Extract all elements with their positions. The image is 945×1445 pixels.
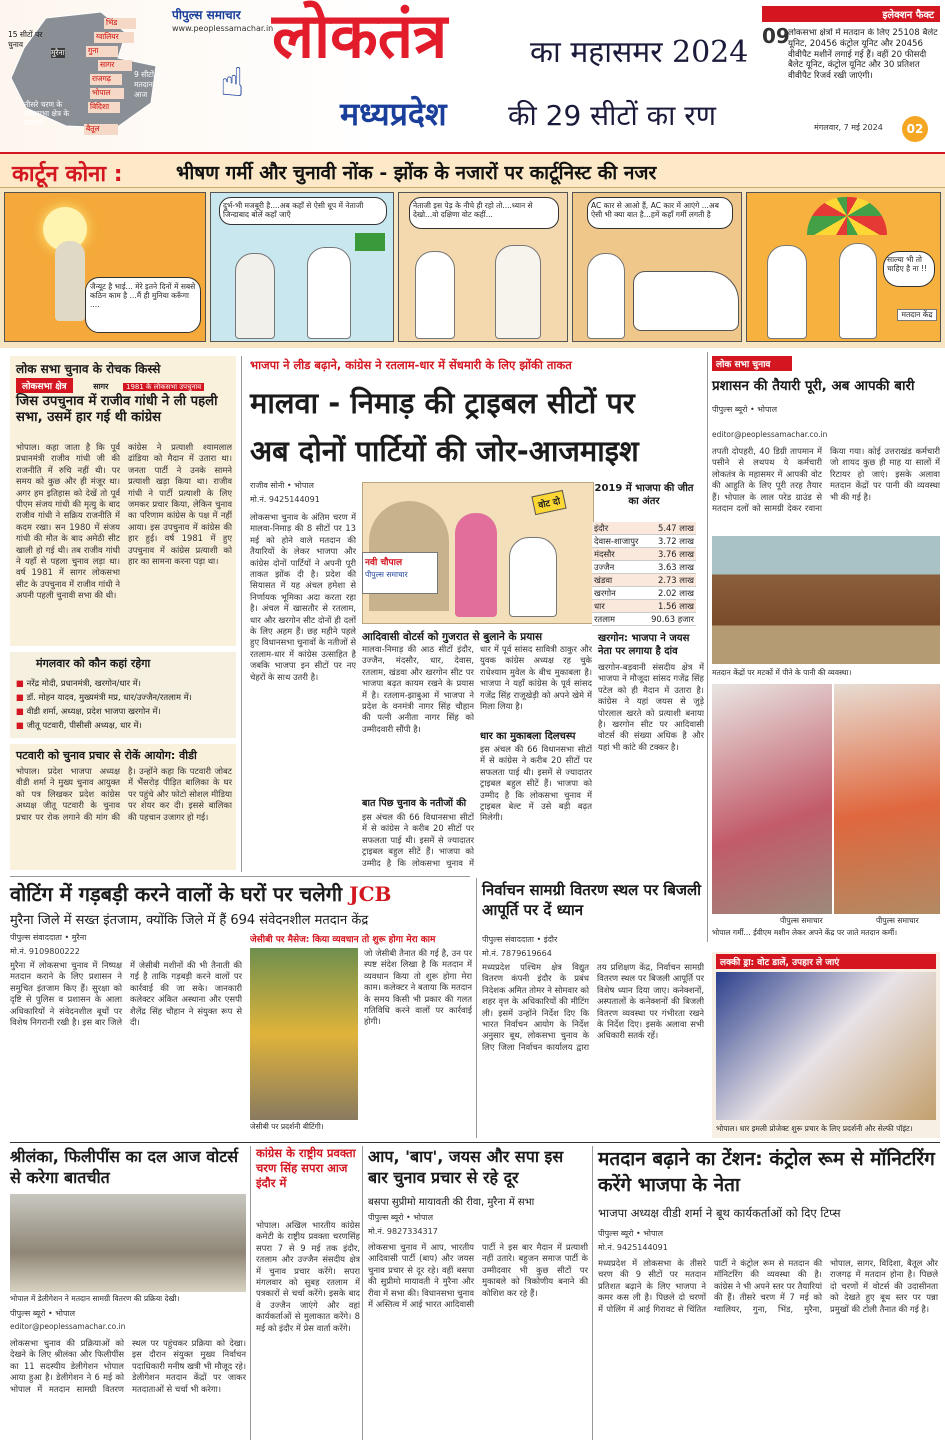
seat-cell: देवास-शाजापुर — [594, 536, 639, 546]
car-icon — [633, 271, 739, 331]
control-body: मध्यप्रदेश में लोकसभा के तीसरे चरण की 9 सीटों पर मतदान प्रतिशत बढ़ाने के लिए भाजपा ने कमर कस ली है। पिछले दो चरणों में पोलिंग में आई गिरावट से चिंतित पार्टी ने कंट्रोल रूम से मतदान की मॉनिटरिंग की व्यवस्था की है। कांग्रेस ने भी अपने स्तर पर तैयारियां की हैं। तीसरे चरण में 7 मई को ग्वालियर, गुना, भिंड, मुरैना, भोपाल, सागर, विदिशा, बैतूल और राजगढ़ में मतदान होना है। पिछले दो चरणों में वोटर्स की उदासीनता को देखते हुए बूथ स्तर पर पन्ना प्रमुखों की टोली तैनात की गई है। — [598, 1258, 938, 1314]
table-row — [592, 535, 696, 548]
cartoon-panel-3 — [398, 192, 568, 342]
tales-header: लोक सभा चुनाव के रोचक किस्से — [16, 362, 161, 376]
margin-table-rows — [592, 522, 696, 626]
margin-cell: 2.02 लाख — [657, 588, 694, 598]
bsp-sub: बसपा सुप्रीमो मायावती की रीवा, मुरैना में सभा — [368, 1197, 535, 1208]
sub1-body-2: धार में पूर्व सांसद सावित्री ठाकुर और युवक कांग्रेस अध्यक्ष रह चुके राधेश्याम मुवेल के बीच मुकाबला है। भाजपा ने यहाँ कांग्रेस के पूर्व सांसद गजेंद्र सिंह राजूखेड़ी को अपने खेमे में मिला लिया है। — [480, 644, 592, 712]
official-photo — [834, 684, 940, 914]
cartoon-bubble: साल्या भी तो चाहिए है ना !! — [883, 251, 935, 287]
evm-carrier-photo — [712, 684, 832, 914]
figure-icon — [495, 245, 541, 339]
water-pots-caption: मतदान केंद्रों पर मटकों में पीने के पानी की व्यवस्था। — [712, 668, 852, 677]
water-pots-photo — [712, 536, 940, 664]
map-label: सागर — [100, 60, 115, 69]
schedule-box — [10, 652, 236, 738]
selfie-box — [712, 952, 940, 1138]
vote-hand-icon: ☝ — [220, 60, 245, 106]
cartoon-title-bar — [0, 152, 945, 188]
map-legend: 9 सीटों पर मतदान आज — [134, 70, 164, 99]
chaupal-banner — [362, 552, 438, 594]
selfie-caption: भोपाल। धार इमली प्रोजेक्ट शुरू प्रचार के लिए प्रदर्शनी और सेल्फी पॉइंट। — [716, 1124, 913, 1133]
margin-cell: 3.76 लाख — [657, 549, 694, 559]
congress-headline: कांग्रेस के राष्ट्रीय प्रवक्ता चरण सिंह सपरा आज इंदौर में — [256, 1146, 356, 1190]
brand-url: www.peoplessamachar.in — [172, 24, 274, 33]
seat-cell: इंदौर — [594, 523, 609, 533]
margin-cell: 1.56 लाख — [657, 601, 694, 611]
cartoon-panel-2 — [210, 192, 394, 342]
table-row — [592, 522, 696, 535]
constituency-tag: लोकसभा क्षेत्र — [16, 378, 73, 393]
schedule-header: मंगलवार को कौन कहां रहेगा — [36, 657, 151, 670]
fact-text: लोकसभा क्षेत्रों में मतदान के लिए 25108 बैलेट यूनिट, 20456 कंट्रोल यूनिट और 20456 वीवीपैट मशीनें लगाई गई हैं। वहीं 20 फीसदी बैलेट यूनिट, कंट्रोल यूनिट और 30 प्रतिशत वीवीपैट रिजर्व रखी जाएंगी। — [788, 28, 938, 82]
seat-name: सागर — [93, 382, 109, 391]
figure-icon — [55, 241, 85, 321]
mp-map — [6, 8, 166, 138]
tales-body-left: भोपाल। कहा जाता है कि पूर्व प्रधानमंत्री राजीव गांधी जी की राजनीति में रुचि नहीं थी। पर समय को कुछ और ही मंजूर था। अगर हम इतिहास को देखें तो पूर्व पीएम संजय गांधी की मृत्यु के बाद राजीव गांधी ने सक्रिय राजनीति में कदम रखा। सन 1980 में संजय गांधी की मौत के बाद अमेठी सीट खाली हो गई थी। तब राजीव गांधी ने यहाँ से पहला चुनाव लड़ा था। वर्ष 1981 में सागर लोकसभा सीट के उपचुनाव में राजीव गांधी ने अपनी पहली चुनावी सभा की थी। — [16, 442, 120, 601]
bsp-headline: आप, 'बाप', जयस और सपा इस बार चुनाव प्रचार से रहे दूर — [368, 1147, 564, 1187]
table-row — [592, 600, 696, 613]
sub1-body: मालवा-निमाड़ की आठ सीटों इंदौर, उज्जैन, मंदसौर, धार, देवास, रतलाम, खंडवा और खरगोन सीट पर भाजपा बढ़त कायम रखने के प्रयास में है। रतलाम-झाबुआ में भाजपा ने प्रदेश के वनमंत्री नागर सिंह चौहान की पत्नी अनीता नागर सिंह को उम्मीदवारी सौंपी है। — [362, 644, 474, 734]
masthead-seats: की 29 सीटों का रण — [508, 99, 716, 132]
congress-body: भोपाल। अखिल भारतीय कांग्रेस कमेटी के राष्ट्रीय प्रवक्ता चरणसिंह सपरा 7 से 9 मई तक इंदौर, रतलाम और उज्जैन संसदीय क्षेत्र में चुनाव प्रचार करेंगे। सपरा मंगलवार को सुबह रतलाम में पत्रकारों से चर्चा करेंगे। इसके बाद वे उज्जैन जाएंगे और वहां कार्यकर्ताओं से मुलाकात करेंगे। 8 मई को इंदौर में प्रेस वार्ता करेंगे। — [256, 1220, 360, 1333]
umbrella-icon — [807, 197, 887, 235]
tales-headline: जिस उपचुनाव में राजीव गांधी ने ली पहली सभा, उसमें हार गई थी कांग्रेस — [16, 394, 218, 425]
patwari-box — [10, 744, 236, 870]
map-label: मुरैना — [51, 48, 65, 57]
right-header: लोक सभा चुनाव — [712, 356, 792, 371]
figure-icon — [839, 243, 877, 339]
jcb-highlight: JCB — [349, 882, 392, 906]
selfie-photo — [716, 972, 936, 1120]
masthead-subtitle-year: का महासमर 2024 — [530, 35, 749, 70]
figure-icon — [509, 537, 557, 617]
table-row — [592, 574, 696, 587]
srilanka-byline: पीपुल्स ब्यूरो • भोपाल — [10, 1309, 76, 1318]
margin-cell: 3.72 लाख — [657, 536, 694, 546]
power-byline: पीपुल्स संवाददाता • इंदौर — [482, 935, 558, 944]
jcb-sub: मुरैना जिले में सख्त इंतजाम, क्योंकि जिले में हैं 694 संवेदनशील मतदान केंद्र — [10, 913, 369, 928]
map-label: गुना — [88, 46, 99, 55]
jcb-quote-title: जेसीबी पर मैसेज: किया व्यवधान तो शुरू होगा मेरा काम — [250, 935, 436, 945]
main-body: लोकसभा चुनाव के अंतिम चरण में मालवा-निमाड़ की 8 सीटों पर 13 मई को होने वाले मतदान की तैयारियों के लेकर भाजपा और कांग्रेस दोनों पार्टियों ने अपनी पूरी ताकत झोंक दी है। प्रदेश की सियासत में यह अंचल हमेशा से निर्णायक भूमिका अदा करता रहा है। अंचल में खासतौर से रतलाम, धार और खरगोन सीट दोनों ही दलों के लिए अहम हैं। छह महीने पहले हुए विधानसभा चुनावों के नतीजों से रतलाम-धार में कांग्रेस उत्साहित है जबकि भाजपा इन सीटों पर नए चेहरों के साथ उतरी है। — [250, 512, 356, 682]
right-email: editor@peoplessamachar.co.in — [712, 430, 828, 439]
jcb-quote-body: जो जेसीबी तैनात की गई है, उन पर स्पष्ट संदेश लिखा है कि मतदान में व्यवधान किया तो शुरू होगा मेरा काम। कलेक्टर ने बताया कि मतदान के समय किसी भी प्रकार की गलत गतिविधि करने वालों पर कार्रवाई होगी। — [364, 948, 472, 1027]
table-row — [592, 613, 696, 626]
map-label: ग्वालियर — [96, 32, 119, 41]
main-phone: मो.नं. 9425144091 — [250, 495, 320, 504]
power-phone: मो.नं. 7879619664 — [482, 949, 552, 958]
figure-icon — [455, 513, 497, 617]
power-body: मध्यप्रदेश पश्चिम क्षेत्र विद्युत वितरण कंपनी इंदौर के प्रबंध निदेशक अमित तोमर ने सोमवार को शहर वृत्त के अधिकारियों की मीटिंग ली। इसमें उन्होंने निर्देश दिए कि भारत निर्वाचन आयोग के निर्देश अनुसार बूथ, लोकसभा चुनाव के लिए जिला निर्वाचन कार्यालय द्वारा तय प्रशिक्षण केंद्र, निर्वाचन सामग्री वितरण स्थल पर बिजली आपूर्ति पर विशेष ध्यान दिया जाए। कनेक्शनों, अस्पतालों के कनेक्शनों की बिजली वितरण व्यवस्था पर गंभीरता रखने के निर्देश दिए। इसके अलावा सभी अधिकारी सतर्क रहें। — [482, 962, 704, 1052]
cartoon-bubble: AC कार से आओ हैं, AC कार में आएंगे ...अब ऐसी भी क्या बात है...हमें कहाँ गर्मी लगती है — [587, 197, 733, 229]
cartoon-bubble: दुर्भ-भी मजबूरी है....अब कहाँ से ऐसी धूप में नेताजी जिन्दाबाद बोलें कहाँ जाएँ — [219, 197, 387, 225]
schedule-item: ■ नरेंद्र मोदी, प्रधानमंत्री, खरगोन/धार में। — [16, 678, 141, 688]
seat-cell: मंदसौर — [594, 549, 615, 559]
srilanka-headline: श्रीलंका, फिलीपींस का दल आज वोटर्स से करेगा बातचीत — [10, 1147, 239, 1187]
delegation-caption: भोपाल में डेलीगेशन ने मतदान सामग्री वितरण की प्रक्रिया देखी। — [10, 1294, 180, 1303]
seat-cell: धार — [594, 601, 605, 611]
cartoon-bubble: नेताजी इस पेड़ के नीचे ही रहो तो....ध्यान से देखो...वो दक्षिणा वोट कहीं... — [409, 197, 559, 229]
map-label: बैतूल — [86, 124, 100, 133]
evm-caption: भोपाल गर्मी... ईवीएम मशीन लेकर अपने केंद्र पर जाते मतदान कर्मी। — [712, 928, 898, 937]
chaupal-title: नवी चौपाल — [365, 558, 403, 568]
main-byline: राजीव सोनी • भोपाल — [250, 481, 314, 490]
election-year: 1981 के लोकसभा उपचुनाव — [123, 383, 204, 391]
jcb-photo — [250, 948, 358, 1120]
polling-booth-sign: मतदान केंद्र — [897, 309, 937, 321]
jcb-byline: पीपुल्स संवाददाता • मुरैना — [10, 933, 87, 942]
jcb-phone: मो.नं. 9109800222 — [10, 947, 80, 956]
jcb-headline-text: वोटिंग में गड़बड़ी करने वालों के घरों पर चलेगी — [10, 882, 343, 906]
masthead-state: मध्यप्रदेश — [340, 95, 447, 133]
figure-icon — [307, 247, 351, 339]
right-byline: पीपुल्स ब्यूरो • भोपाल — [712, 405, 778, 414]
schedule-list — [16, 676, 232, 732]
fact-title: इलेक्शन फैक्ट — [762, 6, 940, 22]
schedule-item: ■ वीडी शर्मा, अध्यक्ष, प्रदेश भाजपा खरगोन में। — [16, 706, 161, 716]
masthead-title: लोकतंत्र — [272, 0, 448, 72]
map-legend: 15 सीटों पर चुनाव — [8, 30, 43, 49]
jcb-headline — [10, 880, 470, 907]
brand-name: पीपुल्स समाचार — [172, 8, 241, 22]
map-label: राजगढ़ — [92, 74, 112, 83]
cartoon-panel-5 — [746, 192, 941, 342]
power-headline: निर्वाचन सामग्री वितरण स्थल पर बिजली आपूर्ति पर दें ध्यान — [482, 881, 702, 919]
right-headline: प्रशासन की तैयारी पूरी, अब आपकी बारी — [712, 378, 915, 394]
figure-icon — [235, 253, 275, 339]
brand-logo — [172, 6, 241, 23]
delegation-photo — [10, 1194, 246, 1292]
control-byline: पीपुल्स ब्यूरो • भोपाल — [598, 1229, 664, 1238]
masthead — [0, 0, 945, 152]
cartoon-panel-4 — [572, 192, 742, 342]
sub1-title: आदिवासी वोटर्स को गुजरात से बुलाने के प्रयास — [362, 631, 543, 643]
vote-sign: वोट दो — [531, 490, 566, 515]
bsp-body: लोकसभा चुनाव में आप, भारतीय आदिवासी पार्टी (बाप) और जयस चुनाव प्रचार से दूर रहे। वहीं बसपा की सुप्रीमो मायावती ने मुरैना और रीवा में सभा की। विधानसभा चुनाव में अस्तित्व में आई भारत आदिवासी पार्टी ने इस बार मैदान में प्रत्याशी नहीं उतारे। बहुजन समाज पार्टी के उम्मीदवार भी कुछ सीटों पर मुकाबले को त्रिकोणीय बनाने की कोशिश कर रहे हैं। — [368, 1242, 588, 1310]
seat-cell: रतलाम — [594, 614, 616, 624]
cartoon-section — [0, 152, 945, 348]
page-number: 02 — [902, 116, 928, 142]
figure-icon — [587, 253, 625, 339]
map-legend: तीसरे चरण के लोकसभा क्षेत्र के प्रत्याशी — [24, 100, 70, 127]
cartoon-title: भीषण गर्मी और चुनावी नोंक - झोंक के नजारों पर कार्टूनिस्ट की नजर — [176, 162, 657, 184]
sub2-body-extra: इस अंचल की 66 विधानसभा सीटों में से कांग्रेस ने करीब 20 सीटों पर सफलता पाई थी। इसमें से ज्यादातर ट्राइबल बहुल सीटें हैं। भाजपा को उम्मीद है कि लोकसभा चुनाव में — [362, 812, 474, 868]
jcb-photo-caption: जेसीबी पर प्रदर्शनी बीटिंगी। — [250, 1122, 324, 1131]
tales-body-right: कांग्रेस ने प्रत्याशी श्यामलाल ढांडिया को मैदान में उतारा था। जनता पार्टी ने उनके सामने प्रत्याशी खड़ा किया था। राजीव गांधी ने पार्टी प्रत्याशी के लिए जमकर प्रचार किया, लेकिन चुनाव का परिणाम कांग्रेस के पक्ष में नहीं आया। इस उपचुनाव में कांग्रेस की हार हुई। वर्ष 1981 में हुए उपचुनाव में कांग्रेस प्रत्याशी को हार का सामना करना पड़ा था। — [128, 442, 232, 567]
margin-table — [592, 482, 696, 626]
chaupal-brand: पीपुल्स समाचार — [365, 570, 408, 579]
figure-icon — [767, 245, 807, 339]
map-label: भिंड — [106, 18, 118, 27]
control-sub: भाजपा अध्यक्ष वीडी शर्मा ने बूथ कार्यकर्ताओं को दिए टिप्स — [598, 1206, 841, 1220]
jcb-body: मुरैना में लोकसभा चुनाव में निष्पक्ष मतदान कराने के लिए प्रशासन ने समुचित इंतजाम किए हैं। सुरक्षा को दृष्टि से पुलिस व प्रशासन के आला अधिकारियों ने संवेदनशील बूथों पर विशेष निगरानी रखी है। इस बार जिले में जेसीबी मशीनों की भी तैनाती की गई है ताकि गड़बड़ी करने वालों पर कार्रवाई की जा सके। जानकारी कलेक्टर अंकित अस्थाना और एसपी शैलेंद्र सिंह चौहान ने संयुक्त रूप से दी। — [10, 960, 242, 1028]
map-label: विदिशा — [90, 102, 110, 111]
control-phone: मो.नं. 9425144091 — [598, 1243, 668, 1252]
patwari-body: भोपाल। प्रदेश भाजपा अध्यक्ष वीडी शर्मा ने मुख्य चुनाव आयुक्त को पत्र लिखकर प्रदेश कांग्रेस अध्यक्ष जीतू पटवारी के चुनाव प्रचार पर रोक लगाने की मांग की है। उन्होंने कहा कि पटवारी जोबट में भैंसरोड़ पीड़ित बालिका के घर पर पहुंचे और फोटो सोशल मीडिया पर शेयर कर दी। इससे बालिका की पहचान उजागर हो गई। — [16, 766, 232, 822]
bsp-byline: पीपुल्स ब्यूरो • भोपाल — [368, 1213, 434, 1222]
sub2-title-visible: बात पिछ चुनाव के नतीजों की — [362, 798, 467, 809]
main-headline-2: अब दोनों पार्टियों की जोर-आजमाइश — [250, 434, 639, 468]
control-headline: मतदान बढ़ाने का टेंशन: कंट्रोल रूम से मॉनिटरिंग करेंगे भाजपा के नेता — [598, 1148, 935, 1196]
margin-cell: 3.63 लाख — [657, 562, 694, 572]
schedule-item: ■ डॉ. मोहन यादव, मुख्यमंत्री मप्र, धार/उज्जैन/रतलाम में। — [16, 692, 192, 702]
figure-icon — [415, 251, 455, 339]
right-body: तपती दोपहरी, 40 डिग्री तापमान में पसीने से लथपथ ये कर्मचारी लोकतंत्र के महासमर में आपकी वोट की आहुति के लिए पूरी तरह तैयार हैं। भोपाल के लाल परेड ग्राउंड से मतदान दलों को सामग्री देकर रवाना किया गया। कोई उत्तराखंड कर्मचारी जो शायद कुछ ही माह या सालों में रिटायर हो जाएं। इसके अलावा मतदान केंद्रों पर पानी की व्यवस्था भी की गई है। — [712, 446, 940, 514]
srilanka-email: editor@peoplessamachar.co.in — [10, 1322, 126, 1331]
map-label: भोपाल — [92, 88, 111, 97]
tales-meta — [16, 378, 232, 390]
patwari-headline: पटवारी को चुनाव प्रचार से रोकें आयोग: वीडी — [16, 749, 197, 762]
table-row — [592, 587, 696, 600]
cartoon-panel-1 — [4, 192, 206, 342]
main-headline-1: मालवा - निमाड़ की ट्राइबल सीटों पर — [250, 386, 635, 420]
fact-number: 09 — [762, 24, 790, 48]
selfie-header: लक्की ड्रा: वोट डालें, उपहार ले जाएं — [716, 954, 936, 969]
srilanka-body: लोकसभा चुनाव की प्रक्रियाओं को देखने के लिए श्रीलंका और फिलीपींस का 11 सदस्यीय डेलीगेशन भोपाल आया हुआ है। डेलीगेशन ने 6 मई को भोपाल में मतदान सामग्री वितरण स्थल पर पहुंचकर प्रक्रिया को देखा। इस दौरान संयुक्त मुख्य निर्वाचन पदाधिकारी मनीष खत्री भी मौजूद रहे। डेलीगेशन मतदान केंद्रों पर जाकर मतदाताओं से चर्चा भी करेगा। — [10, 1338, 246, 1394]
cartoon-label: कार्टून कोना : — [12, 162, 123, 187]
main-kicker: भाजपा ने लीड बढ़ाने, कांग्रेस ने रतलाम-धार में सेंधमारी के लिए झोंकी ताकत — [250, 358, 572, 372]
seat-cell: उज्जैन — [594, 562, 615, 572]
table-row — [592, 548, 696, 561]
seat-cell: खरगोन — [594, 588, 616, 598]
schedule-item: ■ जीतू पटवारी, पीसीसी अध्यक्ष, धार में। — [16, 720, 142, 730]
margin-cell: 5.47 लाख — [657, 523, 694, 533]
margin-cell: 2.73 लाख — [657, 575, 694, 585]
cartoon-bubble: जैन्यूट है भाई... मेरे इतने दिनों में सबसे कठिन काम है ...मैं ही मुनिया करूँगा .... — [85, 277, 201, 333]
photo-credit: पीपुल्स समाचार — [780, 916, 823, 925]
margin-cell: 90.63 हजार — [651, 614, 694, 624]
issue-date: मंगलवार, 7 मई 2024 — [814, 123, 883, 132]
bsp-phone: मो.नं. 9827334317 — [368, 1227, 438, 1236]
table-row — [592, 561, 696, 574]
tales-box — [10, 356, 236, 646]
seat-cell: खंडवा — [594, 575, 613, 585]
sub2-body: इस अंचल की 66 विधानसभा सीटों में से कांग्रेस ने करीब 20 सीटों पर सफलता पाई थी। इसमें से ज्यादातर ट्राइबल बहुल सीटें हैं। भाजपा को उम्मीद है कि लोकसभा चुनाव में ट्राइबल बेल्ट में उसे बड़ी बढ़त मिलेगी। — [480, 744, 592, 823]
flag-icon — [355, 233, 385, 251]
table-title: 2019 में भाजपा की जीत का अंतर — [594, 483, 694, 507]
photo-credit-2: पीपुल्स समाचार — [876, 916, 919, 925]
kharagon-body: खरगोन-बड़वानी संसदीय क्षेत्र में भाजपा ने मौजूदा सांसद गजेंद्र सिंह पटेल को ही मैदान में उतारा है। कांग्रेस ने यहां जयस से जुड़े पोरलाल खरते को प्रत्याशी बनाया है। खरगोन सीट पर आदिवासी वोटर्स की संख्या अधिक है और यहां भी कांटे की टक्कर है। — [598, 662, 704, 752]
kharagon-title: खरगोन: भाजपा ने जयस नेता पर लगाया है दांव — [598, 633, 690, 657]
sub3-title: धार का मुकाबला दिलचस्प — [480, 731, 576, 742]
